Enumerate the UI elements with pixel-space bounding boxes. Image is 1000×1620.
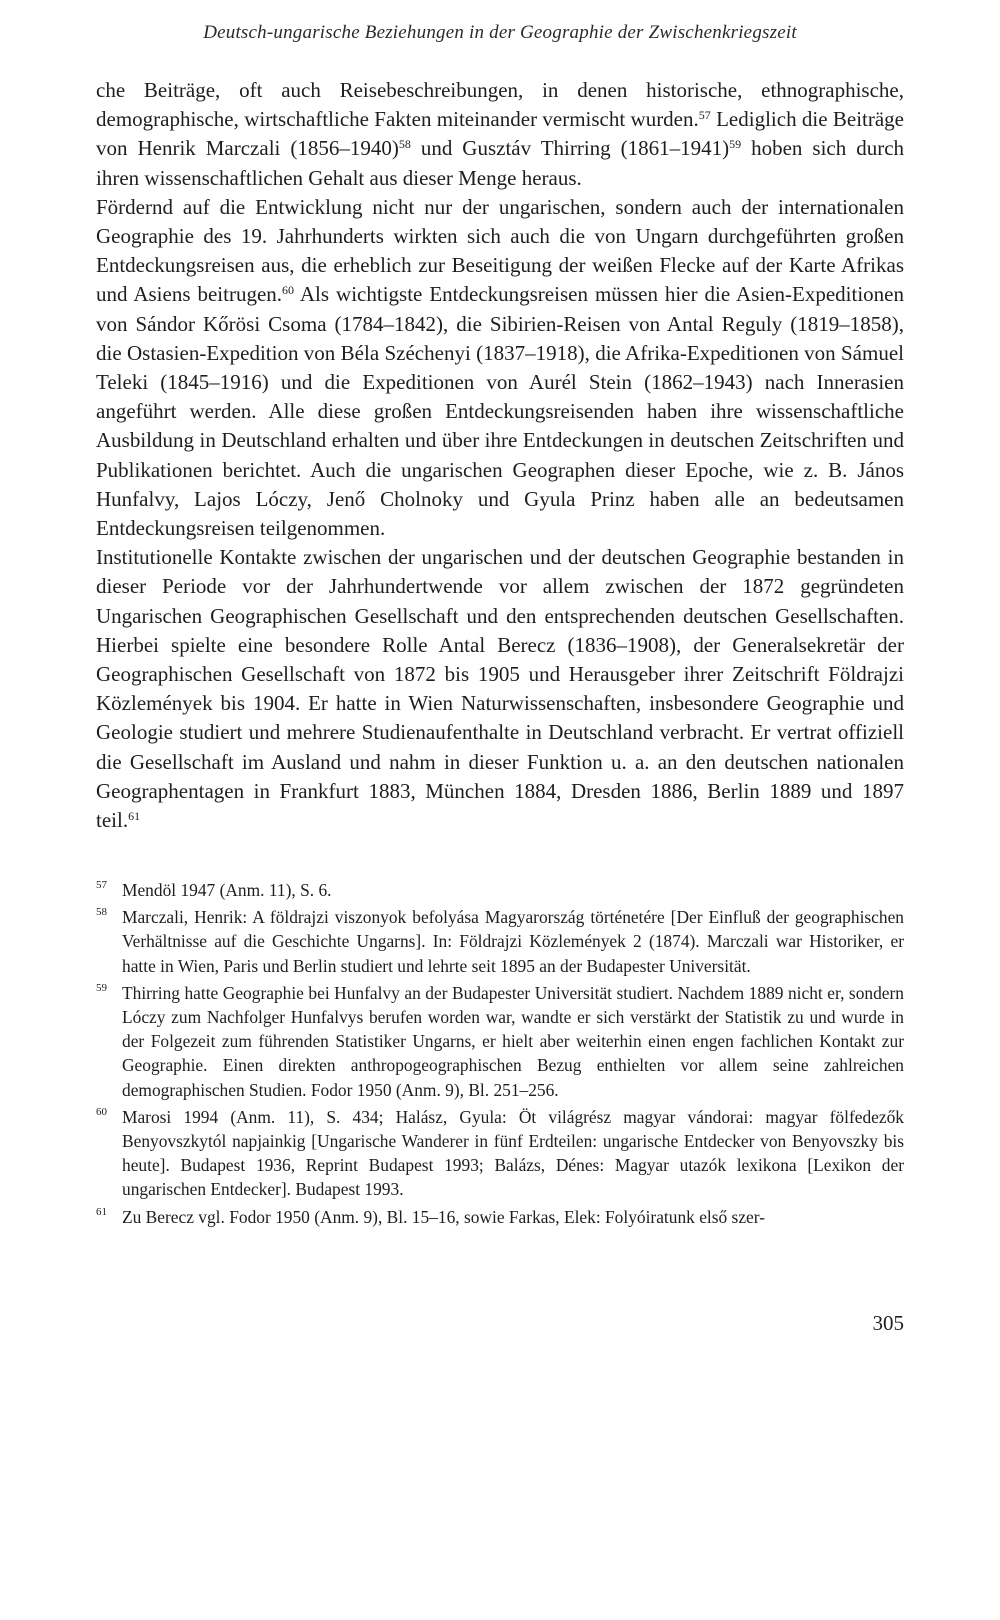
footnote-marker: 59: [729, 137, 742, 152]
footnote-number: 58: [96, 906, 107, 919]
running-head: Deutsch-ungarische Beziehungen in der Geographie der Zwischenkriegszeit: [203, 22, 797, 43]
footnote-marker: 58: [398, 137, 411, 152]
paragraph-text: Institutionelle Kontakte zwischen der ungarischen und der deutschen Geographie bestanden in dieser Periode vor der Jahrhundertwende vor allem zwischen der 1872 gegründeten Ungarischen Geographischen Gesellschaft und den entsprechenden deutschen Gesellschaften. Hierbei spielte eine besondere Rolle Antal Berecz (1836–1908), der Generalsekretär der Geographischen Gesellschaft von 1872 bis 1905 und Herausgeber ihrer Zeitschrift Földrajzi Közlemények bis 1904. Er hatte in Wien Naturwissenschaften, insbesondere Geographie und Geologie studiert und mehrere Studienaufenthalte in Deutschland verbracht. Er vertrat offiziell die Gesellschaft im Ausland und nahm in dieser Funktion u. a. an den deutschen nationalen Geographentagen in Frankfurt 1883, München 1884, Dresden 1886, Berlin 1889 und 1897 teil.: [96, 545, 904, 833]
footnote-marker: 60: [282, 283, 295, 298]
body-paragraph: [96, 193, 904, 543]
footnote: [96, 905, 904, 978]
footnote-text: Thirring hatte Geographie bei Hunfalvy an der Budapester Universität studiert. Nachdem 1889 nicht er, sondern Lóczy zum Nachfolger Hunfalvys berufen worden war, wandte er sich verstärkt der Statistik zu und wurde in der Folgezeit zum führenden Statistiker Ungarns, er hielt aber weiterhin einen engen fachlichen Kontakt zur Geographie. Einen direkten anthropogeographischen Bezug enthielten vor allem seine zahlreichen demographischen Studien. Fodor 1950 (Anm. 9), Bl. 251–256.: [122, 982, 904, 1100]
footnote: [96, 1105, 904, 1202]
page-number: 305: [872, 1311, 904, 1335]
paragraph-text: Als wichtigste Entdeckungsreisen müssen hier die Asien-Expeditionen von Sándor Kőrösi Csoma (1784–1842), die Sibirien-Reisen von Antal Reguly (1819–1858), die Ostasien-Expedition von Béla Széchenyi (1837–1918), die Afrika-Expeditionen von Sámuel Teleki (1845–1916) und die Expeditionen von Aurél Stein (1862–1943) nach Innerasien angeführt werden. Alle diese großen Entdeckungsreisenden haben ihre wissenschaftliche Ausbildung in Deutschland erhalten und über ihre Entdeckungen in deutschen Zeitschriften und Publikationen berichtet. Auch die ungarischen Geographen dieser Epoche, wie z. B. János Hunfalvy, Lajos Lóczy, Jenő Cholnoky und Gyula Prinz haben alle an bedeutsamen Entdeckungsreisen teilgenommen.: [96, 282, 905, 541]
footnote-marker: 61: [128, 809, 141, 824]
paragraph-text: Lediglich die Beiträge von Henrik Marczali (1856–1940): [96, 107, 904, 161]
footnote-text: Marczali, Henrik: A földrajzi viszonyok befolyása Magyarország történetére [Der Einfluß der geographischen Verhältnisse auf die Geschichte Ungarns]. In: Földrajzi Közlemények 2 (1874). Marczali war Historiker, er hatte in Wien, Paris und Berlin studiert und lehrte seit 1895 an der Budapester Universität.: [122, 907, 904, 976]
footnote-number: 60: [96, 1105, 107, 1118]
footnote-text: Marosi 1994 (Anm. 11), S. 434; Halász, Gyula: Öt világrész magyar vándorai: magyar fölfedezők Benyovszkytól napjainkig [Ungarische Wanderer in fünf Erdteilen: ungarische Entdecker von Benyovszky bis heute]. Budapest 1936, Reprint Budapest 1993; Balázs, Dénes: Magyar utazók lexikona [Lexikon der ungarischen Entdecker]. Budapest 1993.: [122, 1106, 904, 1200]
footnote: [96, 1205, 904, 1229]
paragraph-text: hoben sich durch ihren wissenschaftlichen Gehalt aus dieser Menge heraus.: [96, 136, 905, 190]
footnote-number: 57: [96, 879, 107, 891]
body-text: [96, 76, 904, 835]
footnote: [96, 981, 904, 1102]
paragraph-text: und Gusztáv Thirring (1861–1941): [410, 136, 730, 161]
body-paragraph: [96, 76, 904, 193]
paragraph-text: Fördernd auf die Entwicklung nicht nur der ungarischen, sondern auch der internationalen Geographie des 19. Jahrhunderts wirkten sich auch die von Ungarn durchgeführten großen Entdeckungsreisen aus, die erheblich zur Beseitigung der weißen Flecke auf der Karte Afrikas und Asiens beitrugen.: [96, 194, 904, 307]
footnote-number: 59: [96, 981, 107, 994]
footnote-marker: 57: [698, 108, 711, 123]
footnote-text: Mendöl 1947 (Anm. 11), S. 6.: [122, 880, 332, 900]
footnotes: [96, 878, 904, 1232]
footnote-text: Zu Berecz vgl. Fodor 1950 (Anm. 9), Bl. 15–16, sowie Farkas, Elek: Folyóiratunk első szer-: [122, 1206, 765, 1227]
footnote: [96, 878, 904, 902]
body-paragraph: [96, 543, 904, 835]
paragraph-text: che Beiträge, oft auch Reisebeschreibungen, in denen historische, ethnographische, demographische, wirtschaftliche Fakten miteinander vermischt wurden.: [96, 78, 904, 132]
footnote-number: 61: [96, 1205, 107, 1218]
